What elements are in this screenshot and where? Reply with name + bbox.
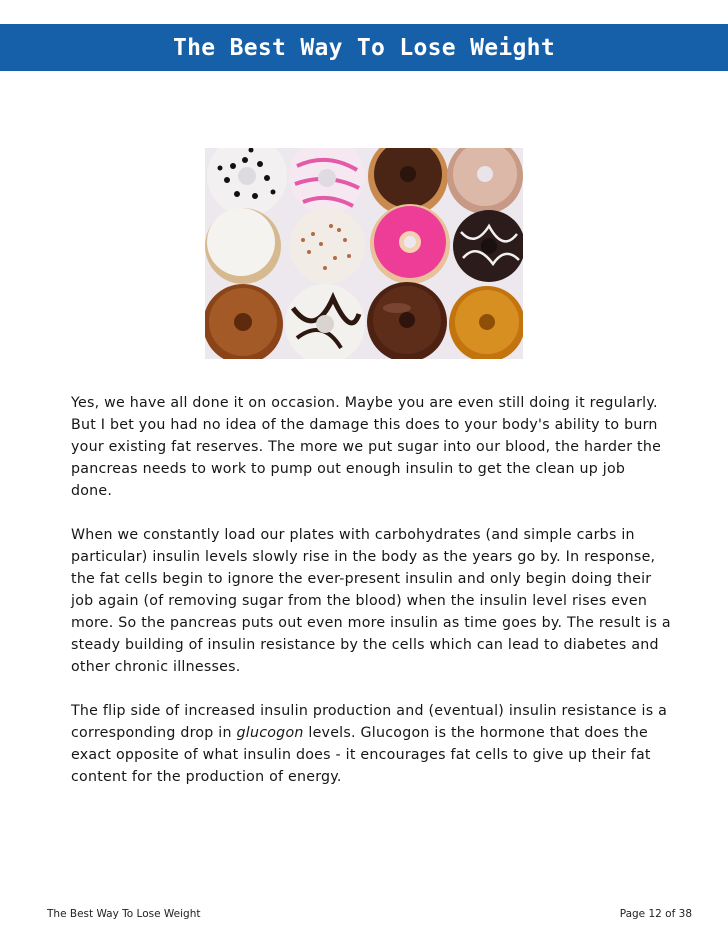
page-number: Page 12 of 38 <box>619 908 692 920</box>
footer-title: The Best Way To Lose Weight <box>47 908 201 920</box>
body-text <box>71 392 671 810</box>
paragraph-3 <box>71 700 671 788</box>
paragraph-3-end: levels. Glucogon is the hormone that does the exact opposite of what insulin does - it encourages fat cells to give up their fat content for the production of energy. <box>71 725 651 785</box>
header-bar <box>0 24 728 71</box>
donut-nut-topped <box>289 208 365 284</box>
glucogon-term: glucogon <box>236 725 304 741</box>
paragraph-3-start: The flip side of increased insulin production and (eventual) insulin resistance is a corresponding drop in <box>71 703 668 741</box>
page-title: The Best Way To Lose Weight <box>173 35 555 61</box>
donuts-photo <box>205 148 523 359</box>
donut-dark-chocolate <box>367 282 447 359</box>
paragraph-2: When we constantly load our plates with carbohydrates (and simple carbs in particular) insulin levels slowly rise in the body as the years go by. In response, the fat cells begin to ignore the ever-present insulin and only begin doing their job again (of removing sugar from the blood) when the insulin level rises even more. So the pancreas puts out even more insulin as time goes by. The result is a steady building of insulin resistance by the cells which can lead to diabetes and other chronic illnesses. <box>71 527 671 675</box>
donut-chocolate-drizzle <box>453 210 523 282</box>
paragraph-1: Yes, we have all done it on occasion. Maybe you are even still doing it regularly. But I bet you had no idea of the damage this does to your body's ability to burn your existing fat reserves. The more we put sugar into our blood, the harder the pancreas needs to work to pump out enough insulin to get the clean up job done. <box>71 395 662 499</box>
donut-white-frosted <box>205 208 281 284</box>
donut-pink-frosted <box>370 204 450 284</box>
